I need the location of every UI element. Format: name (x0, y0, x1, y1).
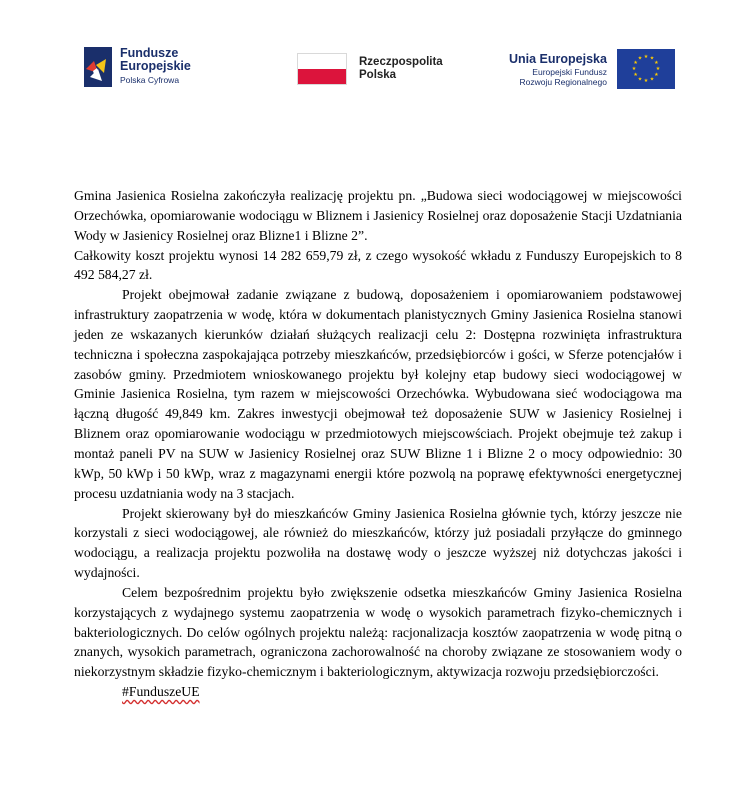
fundusze-europejskie-logo (84, 47, 191, 87)
rp-line1: Rzeczpospolita (359, 56, 443, 68)
paragraph-goals: Celem bezpośrednim projektu było zwiększenie odsetka mieszkańców Gminy Jasienica Rosielna korzystających z wydajnego systemu zaopatrzenia w wodę o wysokich parametrach fizyko-chemicznych i bakteriologicznych. Do celów ogólnych projektu należą: racjonalizacja kosztów zaopatrzenia w wodę pitną o znanych, wysokich parametrach, ograniczona zachorowalność na choroby związane ze stosowaniem wody o niekorzystnym składzie fizyko-chemicznym i bakteriologicznym, aktywizacja rozwoju przedsiębiorczości. (74, 584, 682, 680)
svg-text:★: ★ (654, 72, 659, 78)
svg-text:★: ★ (643, 78, 649, 84)
hashtag: #FunduszeUE (122, 684, 200, 700)
fundusze-europejskie-star-icon (84, 47, 112, 87)
paragraph-intro: Gmina Jasienica Rosielna zakończyła realizację projektu pn. „Budowa sieci wodociągowej w miejscowości Orzechówka, opomiarowanie wodociągu w Bliznem i Jasienicy Rosielnej oraz doposażenie Stacji Uzdatniania Wody w Jasienicy Rosielnej oraz Blizne1 i Blizne 2”. (74, 188, 682, 243)
eu-flag-icon (617, 49, 675, 89)
unia-europejska-logo (509, 49, 675, 89)
rp-line2: Polska (359, 69, 397, 81)
ue-line2: Rozwoju Regionalnego (519, 76, 607, 87)
logo-bar (0, 0, 729, 110)
fe-line3: Polska Cyfrowa (120, 75, 180, 85)
svg-text:★: ★ (633, 72, 638, 78)
svg-text:★: ★ (637, 76, 643, 83)
ue-title: Unia Europejska (509, 51, 607, 66)
svg-text:★: ★ (643, 54, 649, 60)
document-body (74, 186, 682, 702)
fundusze-europejskie-text (120, 47, 191, 87)
ue-line1: Europejski Fundusz (532, 66, 607, 77)
polish-flag-icon (297, 53, 347, 85)
paragraph-cost: Całkowity koszt projektu wynosi 14 282 659,79 zł, z czego wysokość wkładu z Funduszy Europejskich to 8 492 584,27 zł. (74, 247, 682, 283)
svg-text:★: ★ (633, 60, 638, 66)
svg-text:★: ★ (637, 55, 643, 62)
rzeczpospolita-text (359, 56, 443, 82)
svg-text:★: ★ (655, 66, 661, 72)
svg-text:★: ★ (649, 76, 655, 83)
unia-europejska-text (509, 52, 607, 87)
fe-line1: Fundusze (120, 46, 179, 60)
svg-text:★: ★ (631, 66, 637, 72)
fe-line2: Europejskie (120, 59, 191, 73)
svg-text:★: ★ (654, 60, 659, 66)
svg-text:★: ★ (649, 55, 655, 62)
rzeczpospolita-polska-logo (297, 53, 443, 85)
paragraph-target-group: Projekt skierowany był do mieszkańców Gminy Jasienica Rosielna głównie tych, którzy jeszcze nie korzystali z sieci wodociągowej, ale również do mieszkańców, którzy już posiadali przyłącze do gminnego wodociągu, a realizacja projektu pozwoliła na dostawę wody o jeszcze wyższej niż dotychczas jakości i wydajności. (74, 505, 682, 581)
hashtag-line (74, 682, 682, 702)
paragraph-scope: Projekt obejmował zadanie związane z budową, doposażeniem i opomiarowaniem podstawowej infrastruktury zaopatrzenia w wodę, która w dokumentach planistycznych Gminy Jasienica Rosielna stanowi jeden ze wskazanych kierunków działań służących realizacji celu 2: Dostępna rozwinięta infrastruktura techniczna i społeczna zaspokajająca potrzeby mieszkańców, przedsiębiorców i gości, w Sferze potencjałów i zasobów gminy. Przedmiotem wnioskowanego projektu był kolejny etap budowy sieci wodociągowej w Gminie Jasienica Rosielna, tym razem w miejscowości Orzechówka. Wybudowana sieć wodociągowa ma łączną długość 49,849 km. Zakres inwestycji obejmował też doposażenie SUW w Jasienicy Rosielnej i Bliznem oraz opomiarowanie wodociągu w przedmiotowych miejscowściach. Projekt obejmuje też zakup i montaż paneli PV na SUW w Jasienicy Rosielnej oraz SUW Blizne 1 i Blizne 2 o mocy odpowiednio: 30 kWp, 50 kWp i 50 kWp, wraz z magazynami energii które pozwolą na poprawę efektywności energetycznej procesu uzdatniania wody na 3 stacjach. (74, 287, 682, 501)
